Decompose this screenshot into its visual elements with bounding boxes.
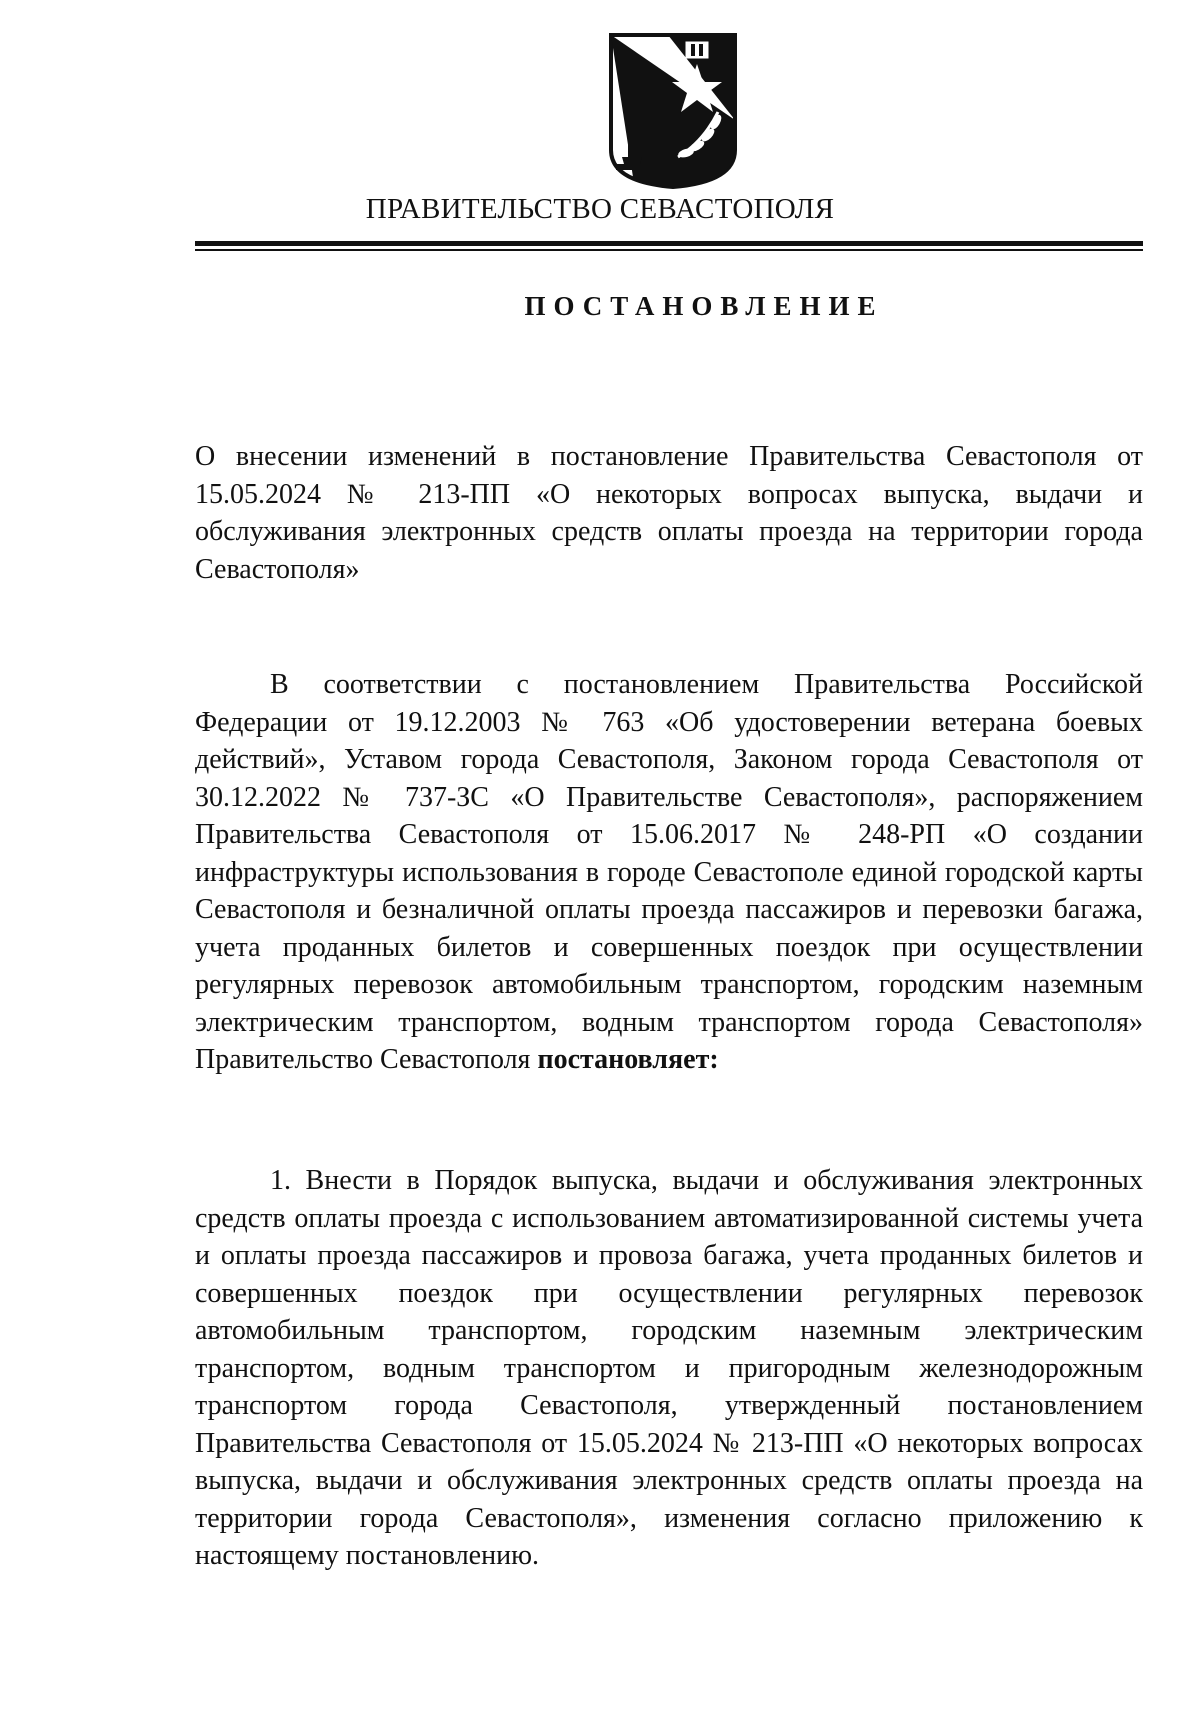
preamble-paragraph (195, 666, 1143, 1079)
header-divider-thick (195, 241, 1143, 246)
sevastopol-coat-of-arms-icon (608, 32, 738, 190)
organization-name: ПРАВИТЕЛЬСТВО СЕВАСТОПОЛЯ (365, 193, 835, 225)
document-subject: О внесении изменений в постановление Правительства Севастополя от 15.05.2024 № 213-ПП «О некоторых вопросах выпуска, выдачи и обслуживания электронных средств оплаты проезда на территории города Севастополя» (195, 441, 1143, 585)
header-divider-thin (195, 249, 1143, 251)
preamble-emphasis: постановляет: (537, 1044, 719, 1075)
item-1-paragraph: 1. Внести в Порядок выпуска, выдачи и обслуживания электронных средств оплаты проезда с использованием автоматизированной системы учета и оплаты проезда пассажиров и провоза багажа, учета проданных билетов и совершенных поездок при осуществлении регулярных перевозок автомобильным транспортом, городским наземным электрическим транспортом, водным транспортом и пригородным железнодорожным транспортом города Севастополя, утвержденный постановлением Правительства Севастополя от 15.05.2024 № 213-ПП «О некоторых вопросах выпуска, выдачи и обслуживания электронных средств оплаты проезда на территории города Севастополя», изменения согласно приложению к настоящему постановлению. (195, 1165, 1143, 1571)
document-type: ПОСТАНОВЛЕНИЕ (524, 291, 884, 321)
preamble-text: В соответствии с постановлением Правительства Российской Федерации от 19.12.2003 № 763 «Об удостоверении ветерана боевых действий», Уставом города Севастополя, Законом города Севастополя от 30.12.2022 № 737-ЗС «О Правительстве Севастополя», распоряжением Правительства Севастополя от 15.06.2017 № 248-РП «О создании инфраструктуры использования в городе Севастополе единой городской карты Севастополя и безналичной оплаты проезда пассажиров и перевозки багажа, учета проданных билетов и совершенных поездок при осуществлении регулярных перевозок автомобильным транспортом, городским наземным электрическим транспортом, водным транспортом города Севастополя» Правительство Севастополя (195, 669, 1143, 1075)
